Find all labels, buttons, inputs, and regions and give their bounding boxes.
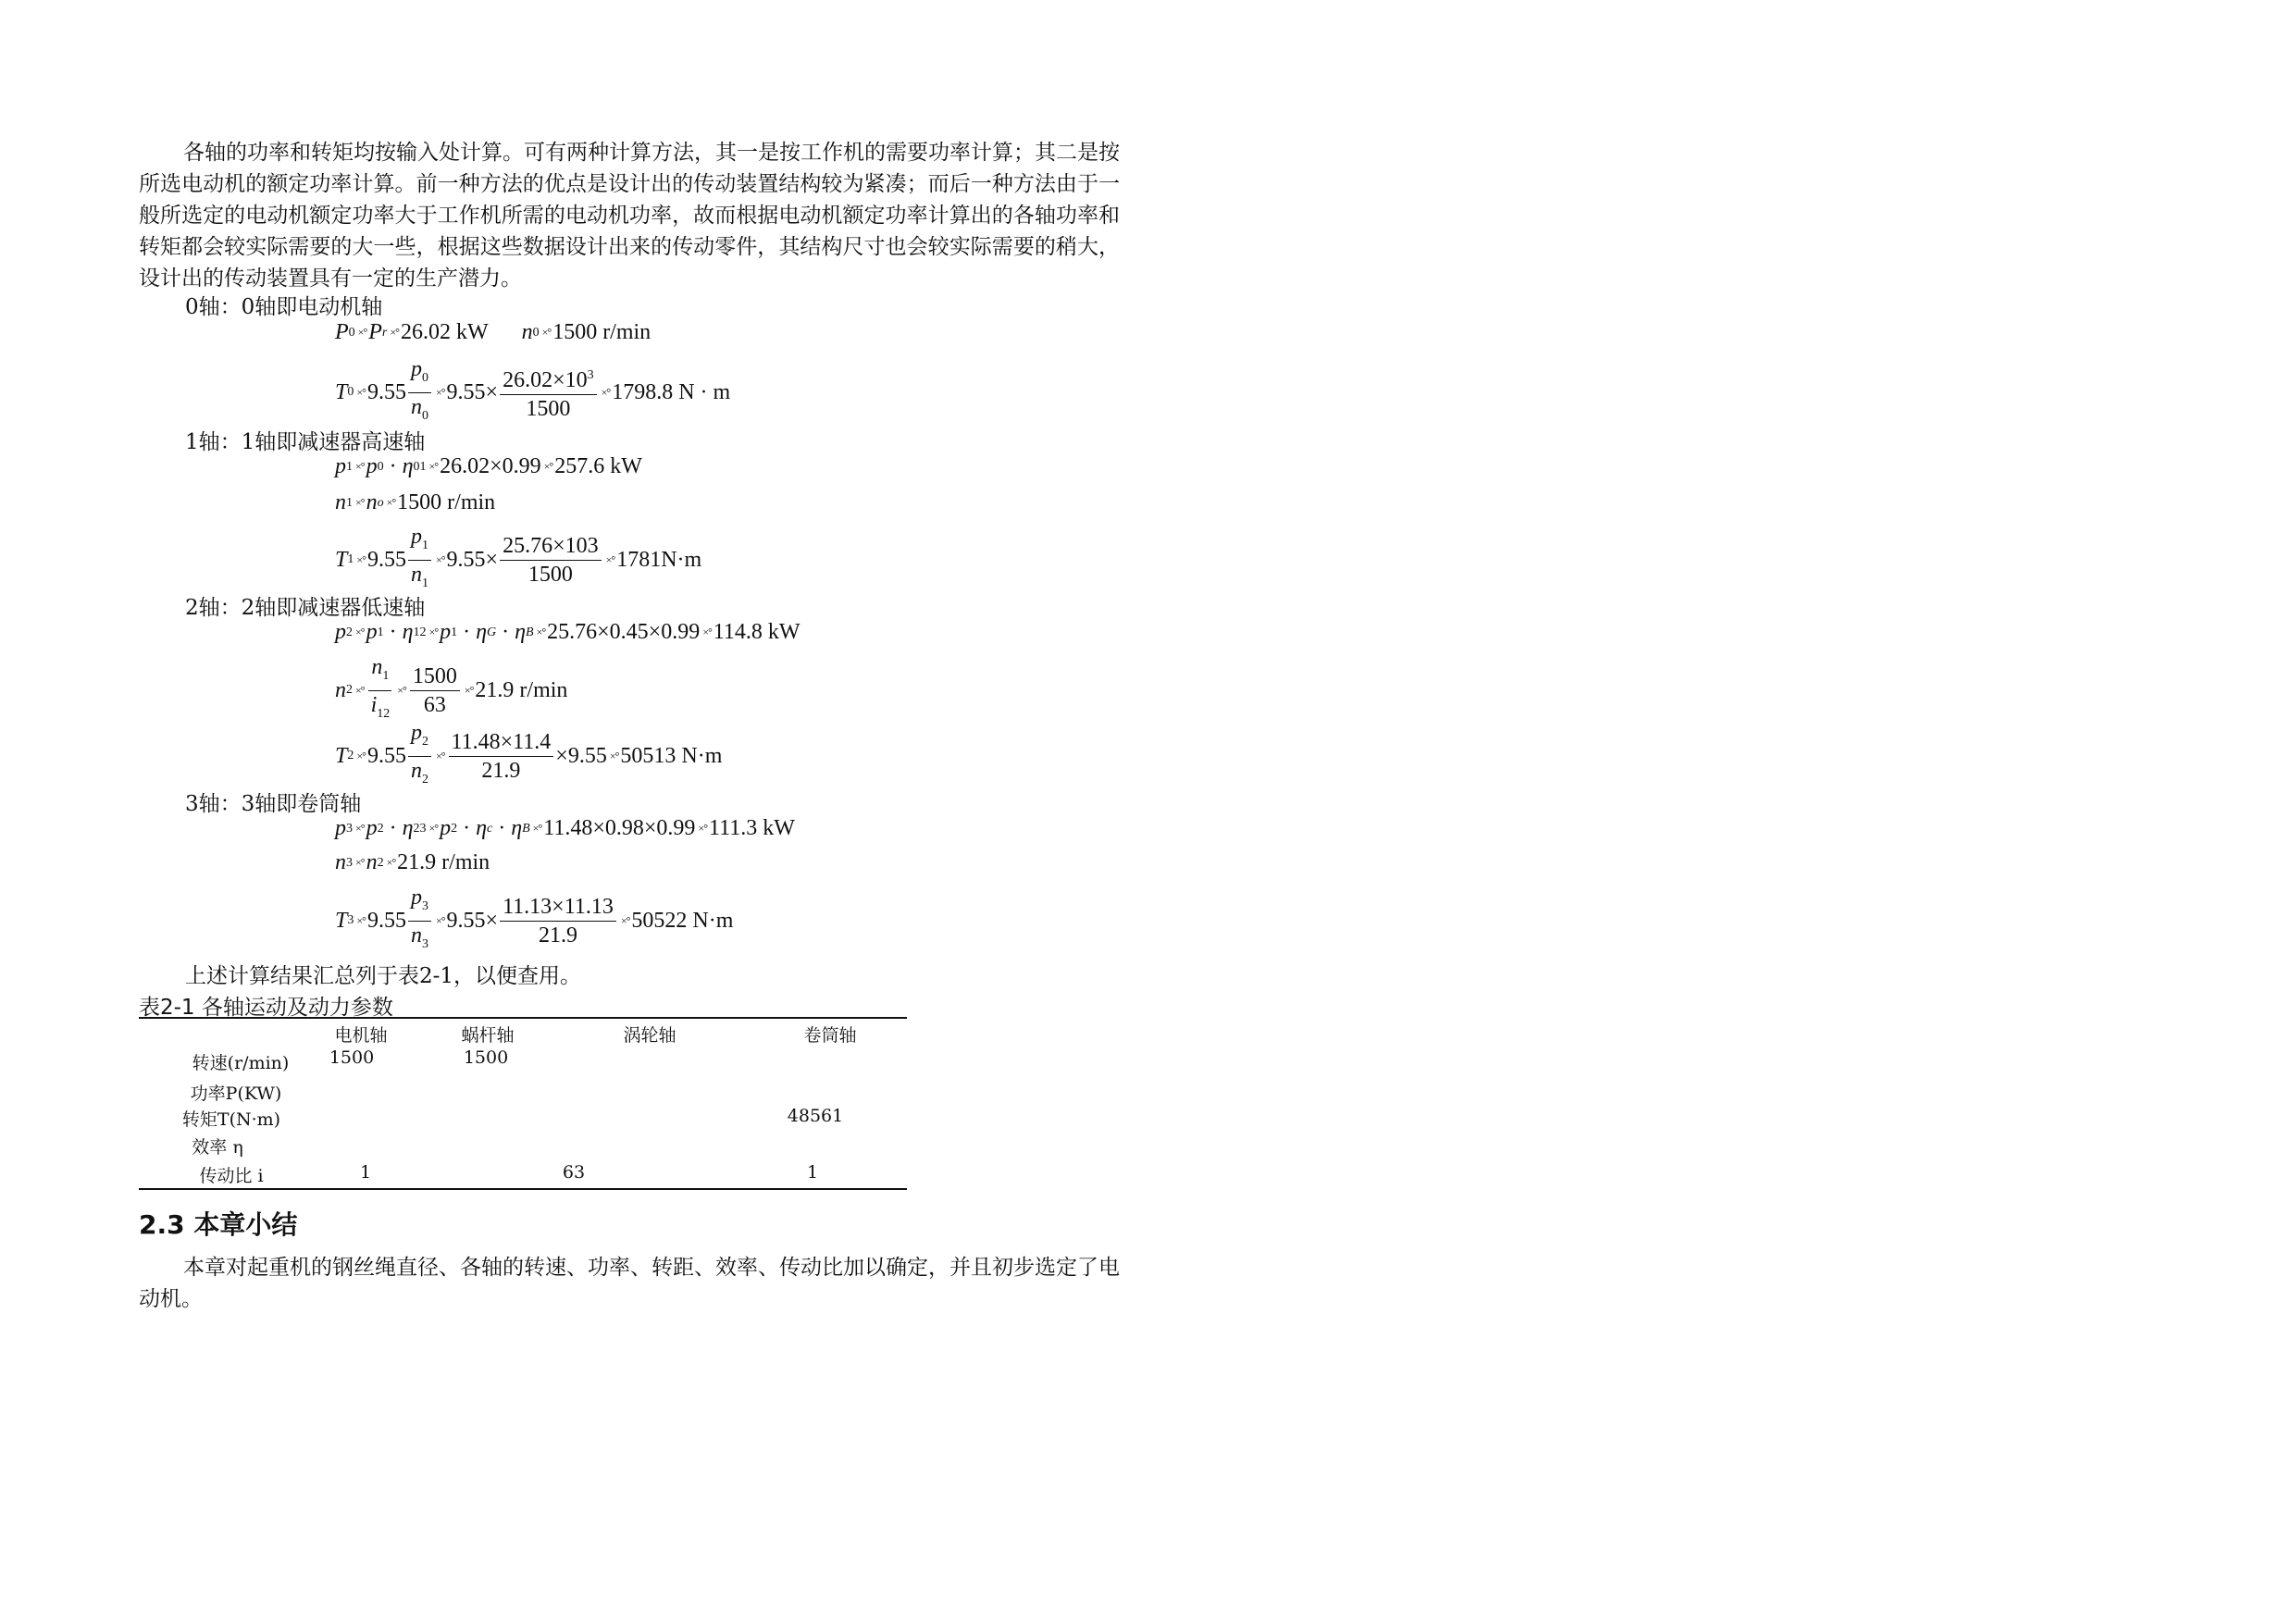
axis3-torque-denominator: 21.9 <box>538 923 577 948</box>
table-cell-torque-drum: 48561 <box>787 1106 844 1126</box>
axis2-torque-multiplier: ×9.55 <box>555 743 607 768</box>
axis1-speed-value: 1500 r/min <box>397 490 496 514</box>
axis2-speed-denominator: 63 <box>423 692 446 717</box>
table-cell-speed-worm: 1500 <box>463 1047 509 1068</box>
axis3-speed-value: 21.9 r/min <box>397 850 490 874</box>
axis0-power-value: 26.02 kW <box>400 320 489 344</box>
table-top-rule <box>139 1017 907 1019</box>
axis0-torque-exponent: 3 <box>587 368 594 383</box>
axis2-torque-equation: T 2 ×° 9.55 $\frac{p_2}{n_2}$ ×° $\frac{11.48\times 11.4}{21.9}$ ×9.55 ×° 50513 N·m <box>335 721 723 787</box>
axis1-torque-denominator: 1500 <box>527 562 573 587</box>
axis1-torque-equation: T 1 ×° 9.55 $\frac{p_1}{n_1}$ ×° 9.55× $\frac{25.76\times 103}{1500}$ ×° 1781N·m <box>335 525 702 590</box>
table-cell-speed-motor: 1500 <box>329 1047 375 1068</box>
axis2-speed-value: 21.9 r/min <box>475 677 568 702</box>
axis1-torque-numerator: 25.76×103 <box>500 532 602 561</box>
axis3-heading: 3轴：3轴即卷筒轴 <box>185 792 362 816</box>
table-bottom-rule <box>139 1188 907 1190</box>
axis2-torque-result: 50513 N·m <box>620 743 723 768</box>
table-row-label-speed: 转速(r/min) <box>192 1053 290 1073</box>
table-header-motor-shaft: 电机轴 <box>334 1025 388 1046</box>
axis2-power-value: 114.8 kW <box>713 620 800 644</box>
table-header-drum-shaft: 卷筒轴 <box>803 1025 857 1046</box>
axis2-speed-equation: n 2 ×° $\frac{n_1}{i_{12}}$ ×° $\frac{1500}{63}$ ×° 21.9 r/min <box>335 655 568 721</box>
axis3-torque-result: 50522 N·m <box>631 908 734 933</box>
summary-line: 上述计算结果汇总列于表2-1，以便查用。 <box>185 964 582 988</box>
table-row-label-efficiency: 效率 η <box>192 1137 243 1158</box>
conclusion-paragraph: 本章对起重机的钢丝绳直径、各轴的转速、功率、转距、效率、传动比加以确定，并且初步选定了电动机。 <box>139 1256 1120 1311</box>
axis1-power-equation: p 1 ×° p 0 · η 01 ×° 26.02×0.99 ×° 257.6 kW <box>335 454 642 478</box>
table-caption: 表2-1 各轴运动及动力参数 <box>139 996 393 1020</box>
axis1-power-expression: 26.02×0.99 <box>440 454 541 478</box>
axis2-power-expression: 25.76×0.45×0.99 <box>547 620 701 644</box>
axis1-heading: 1轴：1轴即减速器高速轴 <box>185 430 426 454</box>
axis3-torque-numerator: 11.13×11.13 <box>500 893 616 922</box>
axis2-torque-denominator: 21.9 <box>481 758 521 783</box>
axis1-speed-equation: n 1 ×° n o ×° 1500 r/min <box>335 490 496 514</box>
table-cell-ratio-drum: 1 <box>806 1162 819 1183</box>
axis0-heading: 0轴：0轴即电动机轴 <box>185 295 383 319</box>
axis3-power-expression: 11.48×0.98×0.99 <box>543 816 696 840</box>
table-row-label-ratio: 传动比 i <box>199 1166 264 1186</box>
axis3-power-equation: p 3 ×° p 2 · η 23 ×° p 2 · η c · η B ×° 11.48×0.98×0.99 ×° 111.3 kW <box>335 816 795 840</box>
table-cell-ratio-worm-gear: 63 <box>562 1162 586 1183</box>
axis0-torque-numerator: 26.02×10 <box>503 368 588 393</box>
axis0-power-equation: P 0 ×° P r ×° 26.02 kW n 0 ×° 1500 r/min <box>335 320 652 344</box>
axis2-torque-numerator: 11.48×11.4 <box>449 728 554 757</box>
intro-paragraph: 各轴的功率和转矩均按输入处计算。可有两种计算方法，其一是按工作机的需要功率计算；其二是按所选电动机的额定功率计算。前一种方法的优点是设计出的传动装置结构较为紧凑；而后一种方法由于一般所选定的电动机额定功率大于工作机所需的电动机功率，故而根据电动机额定功率计算出的各轴功率和转矩都会较实际需要的大一些，根据这些数据设计出来的传动零件，其结构尺寸也会较实际需要的稍大，设计出的传动装置具有一定的生产潜力。 <box>139 141 1120 291</box>
table-row-label-power: 功率P(KW) <box>190 1084 282 1104</box>
axis3-speed-equation: n 3 ×° n 2 ×° 21.9 r/min <box>335 850 490 874</box>
axis2-heading: 2轴：2轴即减速器低速轴 <box>185 596 426 620</box>
axis0-speed-value: 1500 r/min <box>552 320 652 344</box>
axis3-torque-equation: T 3 ×° 9.55 $\frac{p_3}{n_3}$ ×° 9.55× $\frac{11.13\times 11.13}{21.9}$ ×° 50522 N·m <box>335 886 734 951</box>
table-row-label-torque: 转矩T(N·m) <box>181 1109 281 1130</box>
axis0-torque-denominator: 1500 <box>526 397 571 422</box>
section-heading: 2.3 本章小结 <box>139 1209 298 1240</box>
axis0-torque-equation: T 0 ×° 9.55 $\frac{p_0}{n_0}$ ×° 9.55× $\frac{26.02\times 10^3}{1500}$ ×° 1798.8 N · m <box>335 357 731 423</box>
axis0-torque-result: 1798.8 N · m <box>612 379 731 404</box>
table-header-worm-gear-shaft: 涡轮轴 <box>623 1025 676 1046</box>
axis1-torque-result: 1781N·m <box>616 547 702 572</box>
table-cell-ratio-motor: 1 <box>359 1162 372 1183</box>
axis3-power-value: 111.3 kW <box>709 816 795 840</box>
table-header-worm-shaft: 蜗杆轴 <box>461 1025 515 1046</box>
axis2-speed-numerator: 1500 <box>410 663 460 691</box>
axis2-power-equation: p 2 ×° p 1 · η 12 ×° p 1 · η G · η B ×° 25.76×0.45×0.99 ×° 114.8 kW <box>335 620 800 644</box>
axis1-power-value: 257.6 kW <box>554 454 642 478</box>
